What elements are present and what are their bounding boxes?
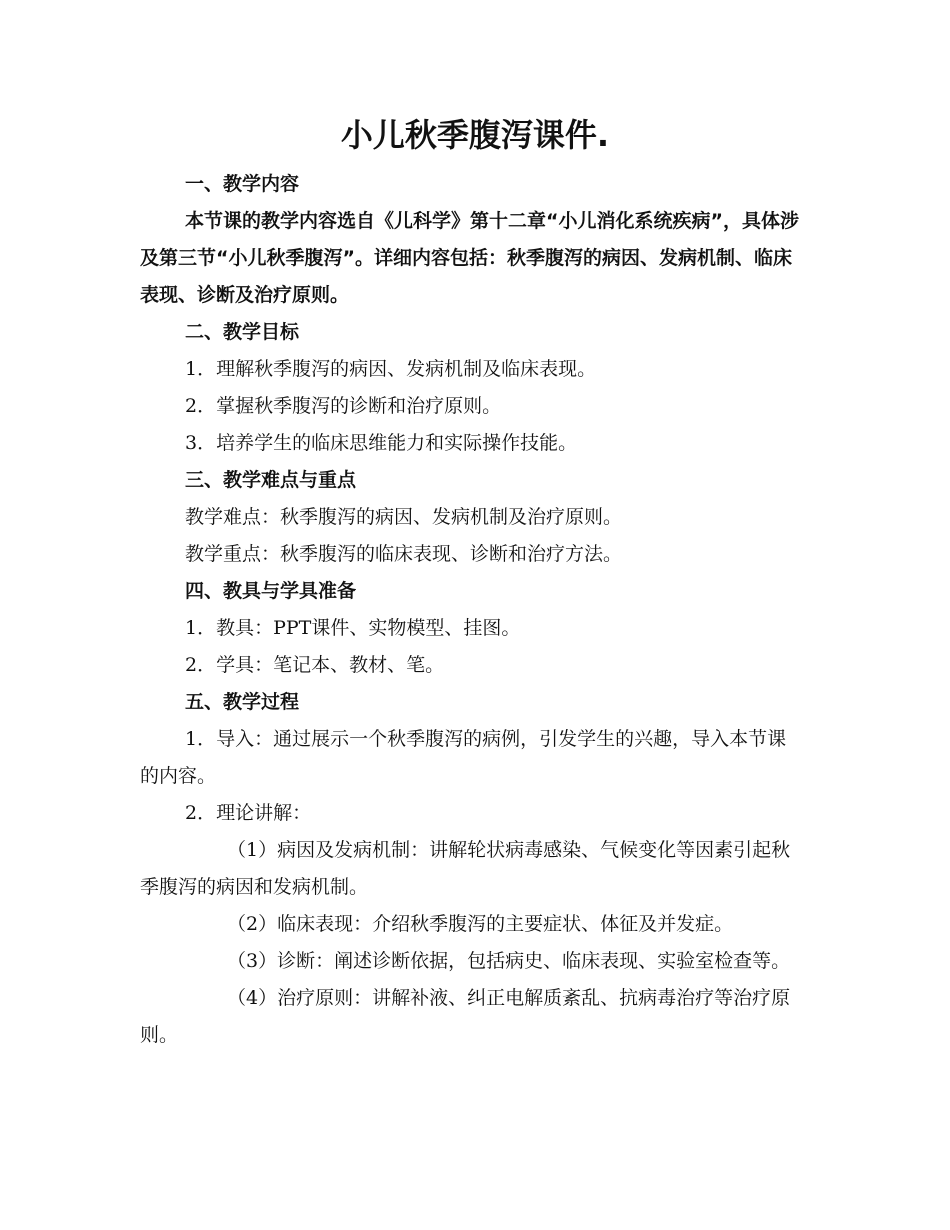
section-heading-content: 一、教学内容 [185,173,300,195]
process-subitem: （2）临床表现：介绍秋季腹泻的主要症状、体征及并发症。 [227,913,734,935]
process-subitem: （4）治疗原则：讲解补液、纠正电解质紊乱、抗病毒治疗等治疗原则。 [140,987,791,1046]
process-theory: 2．理论讲解： [185,802,312,824]
goal-item: 1．理解秋季腹泻的病因、发病机制及临床表现。 [185,358,597,380]
goal-item: 3．培养学生的临床思维能力和实际操作技能。 [185,432,578,454]
section-heading-tools: 四、教具与学具准备 [185,580,357,602]
tool-item: 2．学具：笔记本、教材、笔。 [185,654,445,676]
document-body [140,166,805,1054]
process-intro: 1．导入：通过展示一个秋季腹泻的病例，引发学生的兴趣，导入本节课的内容。 [140,728,787,787]
section-heading-goals: 二、教学目标 [185,321,300,343]
teaching-focus: 教学重点：秋季腹泻的临床表现、诊断和治疗方法。 [185,543,623,565]
content-paragraph: 本节课的教学内容选自《儿科学》第十二章“小儿消化系统疾病”，具体涉及第三节“小儿秋季腹泻”。详细内容包括：秋季腹泻的病因、发病机制、临床表现、诊断及治疗原则。 [140,210,799,306]
tool-item: 1．教具：PPT课件、实物模型、挂图。 [185,617,521,639]
process-subitem: （1）病因及发病机制：讲解轮状病毒感染、气候变化等因素引起秋季腹泻的病因和发病机制。 [140,839,791,898]
section-heading-process: 五、教学过程 [185,691,300,713]
section-heading-difficulties: 三、教学难点与重点 [185,469,357,491]
document-title: 小儿秋季腹泻课件. [340,116,610,154]
teaching-difficulty: 教学难点：秋季腹泻的病因、发病机制及治疗原则。 [185,506,623,528]
goal-item: 2．掌握秋季腹泻的诊断和治疗原则。 [185,395,502,417]
process-subitem: （3）诊断：阐述诊断依据，包括病史、临床表现、实验室检查等。 [227,950,791,972]
